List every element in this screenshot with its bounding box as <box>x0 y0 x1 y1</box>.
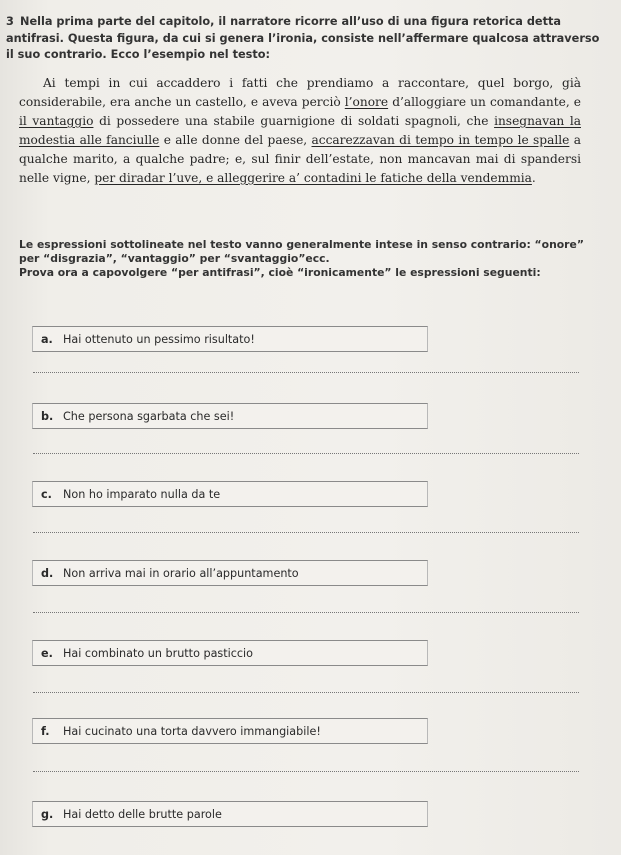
expression-box-g <box>32 801 428 827</box>
item-letter: g. <box>41 808 54 821</box>
passage-text: di possedere una stabile guarnigione di soldati spagnoli, che <box>93 114 495 128</box>
underlined-expression: il vantaggio <box>19 114 94 128</box>
exercise-intro <box>6 14 601 64</box>
underlined-expression: insegnavan la modestia alle fanciulle <box>19 114 581 147</box>
item-letter: d. <box>41 567 54 580</box>
item-letter: e. <box>41 647 53 660</box>
expression-box-c <box>32 481 428 507</box>
passage-text: d’alloggiare un comandante, e <box>388 95 581 109</box>
exercise-number: 3 <box>6 15 14 28</box>
passage-text: e alle donne del paese, <box>159 133 312 147</box>
passage-paragraph <box>19 74 581 188</box>
answer-line-a[interactable] <box>33 372 579 373</box>
answer-line-e[interactable] <box>33 692 579 693</box>
answer-line-f[interactable] <box>33 771 579 772</box>
exercise-intro-text: Nella prima parte del capitolo, il narratore ricorre all’uso di una figura retorica detta antifrasi. Questa figura, da cui si genera l’ironia, consiste nell’affermare qualcosa attraverso il suo contrario. Ecco l’esempio nel testo: <box>6 15 600 61</box>
answer-line-b[interactable] <box>33 453 579 454</box>
item-text: Hai cucinato una torta davvero immangiabile! <box>63 725 321 738</box>
item-text: Hai ottenuto un pessimo risultato! <box>63 333 255 346</box>
item-letter: a. <box>41 333 53 346</box>
underlined-expression: accarezzavan di tempo in tempo le spalle <box>311 133 570 147</box>
underlined-expression: l’onore <box>344 95 389 109</box>
expression-box-a <box>32 326 428 352</box>
expression-box-b <box>32 403 428 429</box>
item-text: Hai detto delle brutte parole <box>63 808 222 821</box>
passage-text: Ai tempi in cui accaddero i fatti che prendiamo a raccontare, quel borgo, già considerabile, era anche un castello, e aveva perciò <box>19 76 581 109</box>
expression-box-e <box>32 640 428 666</box>
instructions <box>19 238 589 280</box>
instructions-line: Le espressioni sottolineate nel testo vanno generalmente intese in senso contrario: “onore” per “disgrazia”, “vantaggio” per “svantaggio”ecc. <box>19 238 584 265</box>
expression-box-f <box>32 718 428 744</box>
item-text: Hai combinato un brutto pasticcio <box>63 647 254 660</box>
item-text: Non arriva mai in orario all’appuntamento <box>63 567 299 580</box>
passage-text: a qualche marito, a qualche padre; e, sul finir dell’estate, non mancavan mai di spandersi nelle vigne, <box>19 133 581 185</box>
item-letter: c. <box>41 488 52 501</box>
answer-line-c[interactable] <box>33 532 579 533</box>
underlined-expression: per diradar l’uve, e alleggerire a’ contadini le fatiche della vendemmia <box>94 171 532 185</box>
item-letter: b. <box>41 410 54 423</box>
item-text: Che persona sgarbata che sei! <box>63 410 235 423</box>
answer-line-d[interactable] <box>33 612 579 613</box>
literary-passage <box>19 74 581 188</box>
instructions-line: Prova ora a capovolgere “per antifrasi”, cioè “ironicamente” le espressioni seguenti: <box>19 266 541 279</box>
item-text: Non ho imparato nulla da te <box>63 488 221 501</box>
item-letter: f. <box>41 725 50 738</box>
expression-box-d <box>32 560 428 586</box>
passage-text: . <box>531 171 536 185</box>
